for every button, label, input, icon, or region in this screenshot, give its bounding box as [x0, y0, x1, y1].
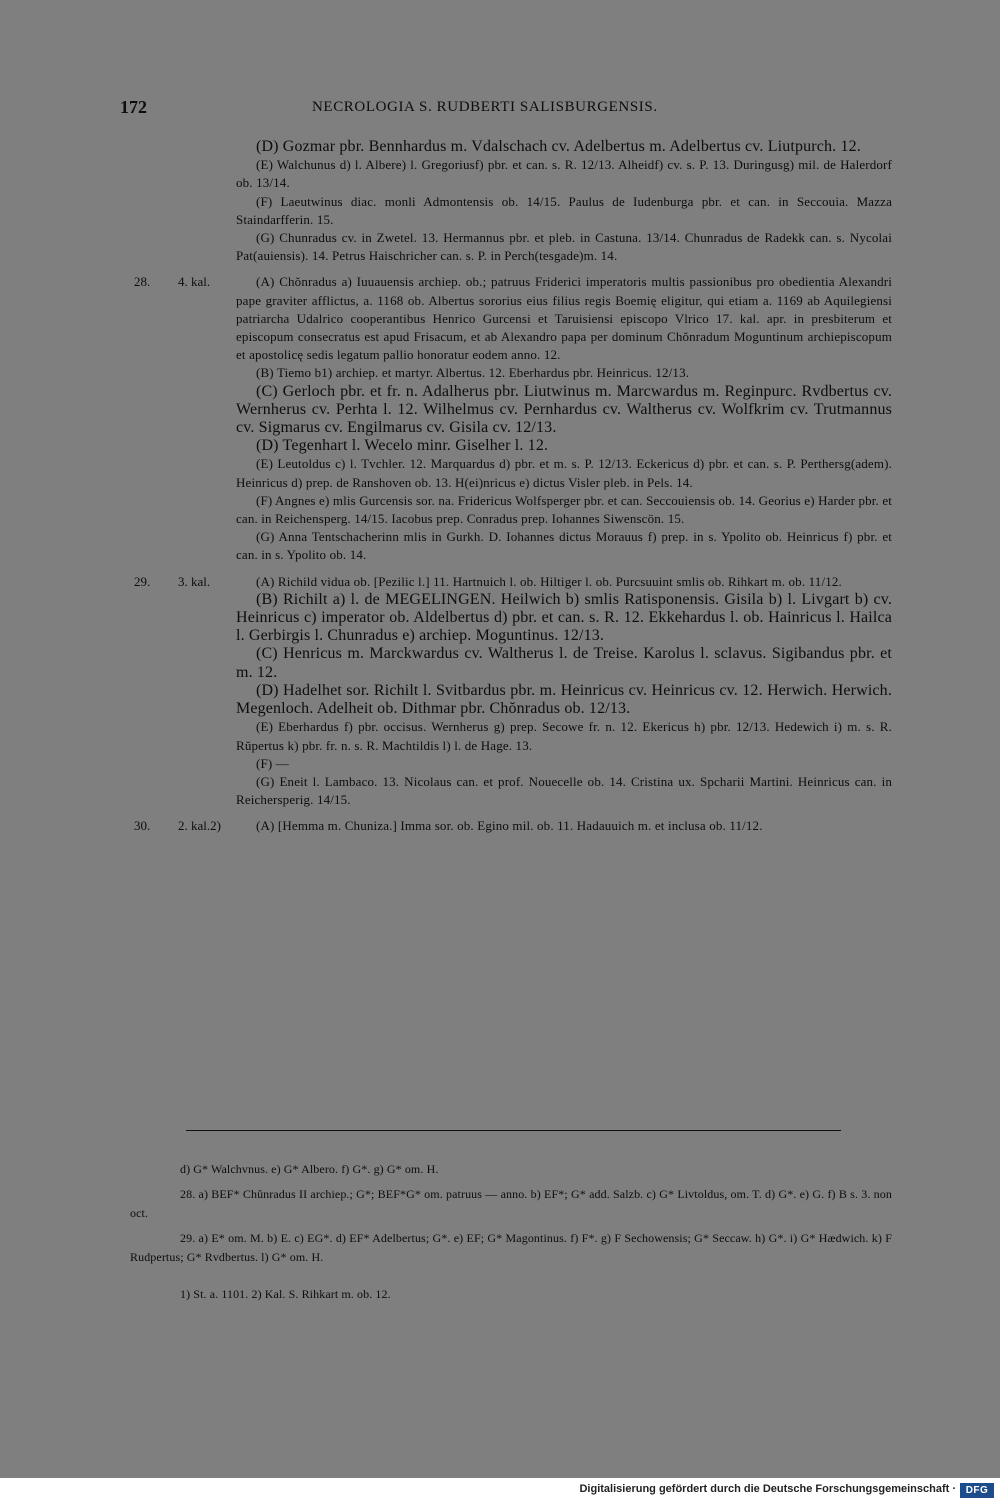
entry-paragraph: (F) —	[256, 755, 289, 771]
necrology-entry	[0, 138, 1000, 265]
footnote-line: 28. a) BEF* Chŭnradus II archiep.; G*; BEF*G* om. patruus — anno. b) EF*; G* add. Salzb. c) G* Livtoldus, om. T. d) G*. e) G. f) B s. 3. non oct.	[130, 1187, 892, 1220]
footnote-line: d) G* Walchvnus. e) G* Albero. f) G*. g) G* om. H.	[180, 1162, 439, 1176]
dfg-logo: DFG	[960, 1483, 994, 1498]
entry-paragraph: (B) Tiemo b1) archiep. et martyr. Albertus. 12. Eberhardus pbr. Heinricus. 12/13.	[256, 365, 690, 381]
entry-kalends: 4. kal.	[178, 274, 211, 290]
footnote-divider	[186, 1130, 841, 1131]
footnotes	[130, 1160, 892, 1310]
entry-paragraph: (E) Leutoldus c) l. Tvchler. 12. Marquardus d) pbr. et m. s. P. 12/13. Eckericus d) pbr. et can. s. P. Perthersg(adem). Heinricus d) prep. de Ranshoven ob. 13. H(ei)nricus e) dictus Visler pleb. in Pels. 14.	[236, 456, 892, 490]
running-title: NECROLOGIA S. RUDBERTI SALISBURGENSIS.	[312, 99, 658, 115]
entry-paragraph: (A) [Hemma m. Chuniza.] Imma sor. ob. Egino mil. ob. 11. Hadauuich m. et inclusa ob. 11/12.	[256, 818, 763, 834]
entry-day: 29.	[134, 573, 151, 589]
entry-day: 30.	[134, 818, 151, 834]
entry-paragraph: (C) Gerloch pbr. et fr. n. Adalherus pbr. Liutwinus m. Marcwardus m. Reginpurc. Rvdbertus cv. Wernherus cv. Perhta l. 12. Wilhelmus cv. Pernhardus cv. Waltherus cv. Wolfkrim cv. Trutmannus cv. Sigmarus cv. Engilmarus cv. Gisila cv. 12/13.	[236, 382, 892, 437]
entry-paragraph: (G) Eneit l. Lambaco. 13. Nicolaus can. et prof. Nouecelle ob. 14. Cristina ux. Spcharii Martini. Heinricus can. in Reichersperig. 14/15.	[236, 773, 892, 808]
entry-paragraph: (E) Eberhardus f) pbr. occisus. Wernherus g) prep. Secowe fr. n. 12. Ekericus h) pbr. 12/13. Hedewich i) m. s. R. Rŭpertus k) pbr. fr. n. s. R. Machtildis l) l. de Hage. 13.	[236, 719, 892, 753]
entry-paragraph: (C) Henricus m. Marckwardus cv. Waltherus l. de Treise. Karolus l. sclavus. Sigibandus pbr. et m. 12.	[236, 645, 892, 681]
page-header	[0, 97, 1000, 121]
entry-paragraph: (G) Chunradus cv. in Zwetel. 13. Hermannus pbr. et pleb. in Castuna. 13/14. Chunradus de Radekk can. s. Nycolai Pat(auiensis). 14. Petrus Haischricher can. s. P. in Perch(tesgade)m. 14.	[236, 230, 892, 264]
entry-paragraph: (A) Richild vidua ob. [Pezilic l.] 11. Hartnuich l. ob. Hiltiger l. ob. Purcsuuint smlis ob. Rihkart m. ob. 11/12.	[256, 573, 842, 589]
entry-paragraph: (D) Tegenhart l. Wecelo minr. Giselher l. 12.	[256, 437, 549, 455]
credit-text: Digitalisierung gefördert durch die Deutsche Forschungsgemeinschaft ·	[579, 1483, 956, 1495]
footnote-line: 29. a) E* om. M. b) E. c) EG*. d) EF* Adelbertus; G*. e) EF; G* Magontinus. f) F*. g) F Sechowensis; G* Seccaw. h) G*. i) G* Hædwich. k) F Rudpertus; G* Rvdbertus. l) G* om. H.	[130, 1231, 892, 1264]
page-number: 172	[120, 97, 147, 117]
necrology-entry	[0, 573, 1000, 810]
footnote-line: 1) St. a. 1101. 2) Kal. S. Rihkart m. ob. 12.	[180, 1287, 391, 1301]
credit-bar	[0, 1478, 1000, 1504]
entry-kalends: 3. kal.	[178, 573, 211, 589]
necrology-entry	[0, 273, 1000, 564]
entry-day: 28.	[134, 274, 151, 290]
entry-paragraph: (F) Laeutwinus diac. monli Admontensis ob. 14/15. Paulus de Iudenburga pbr. et can. in Seccouia. Mazza Staindarfferin. 15.	[236, 193, 892, 227]
necrology-entry	[0, 817, 1000, 835]
entry-kalends: 2. kal.2)	[178, 818, 221, 834]
entry-paragraph: (E) Walchunus d) l. Albere) l. Gregoriusf) pbr. et can. s. R. 12/13. Alheidf) cv. s. P. 13. Duringusg) mil. de Halerdorf ob. 13/14.	[236, 157, 892, 191]
entry-paragraph: (F) Angnes e) mlis Gurcensis sor. na. Fridericus Wolfsperger pbr. et can. Seccouiensis ob. 14. Georius e) Harder pbr. et can. in Reichensperg. 14/15. Iacobus prep. Conradus prep. Iohannes Siwenscön. 15.	[236, 492, 893, 527]
entry-paragraph: (A) Chŏnradus a) Iuuauensis archiep. ob.; patruus Friderici imperatoris multis passionibus pro obedientia Alexandri pape graviter afflictus, a. 1168 ob. Albertus sororius eius filius regis Boemię eligitur, qui etiam a. 1169 ab Aquilegiensi patriarcha Udalrico cooperantibus Henrico Gurcensi et Taruisiensi episcopo Vlrico 17. kal. apr. in presbiterum et episcopum consecratus est apud Frisacum, et ab Alexandro papa per dominum Chŏnradum Moguntinum archiepiscopum et apostolicę sedis legatum pallio honoratur eodem anno. 12.	[236, 274, 892, 363]
entry-paragraph: (D) Gozmar pbr. Bennhardus m. Vdalschach cv. Adelbertus m. Adelbertus cv. Liutpurch. 12.	[256, 138, 861, 155]
necrology-entries	[0, 138, 1000, 836]
entry-paragraph: (G) Anna Tentschacherinn mlis in Gurkh. D. Iohannes dictus Morauus f) prep. in s. Ypolito ob. Heinricus f) pbr. et can. in s. Ypolito ob. 14.	[236, 529, 892, 563]
entry-paragraph: (B) Richilt a) l. de MEGELINGEN. Heilwich b) smlis Ratisponensis. Gisila b) l. Livgart b) cv. Heinricus c) imperator ob. Aldelbertus d) pbr. et can. s. R. 12. Ekkehardus l. ob. Hainricus l. Hailca l. Gerbirgis l. Chunradus e) archiep. Moguntinus. 12/13.	[236, 590, 892, 645]
entry-paragraph: (D) Hadelhet sor. Richilt l. Svitbardus pbr. m. Heinricus cv. Heinricus cv. 12. Herwich. Herwich. Megenloch. Adelheit ob. Dithmar pbr. Chŏnradus ob. 12/13.	[236, 681, 892, 718]
